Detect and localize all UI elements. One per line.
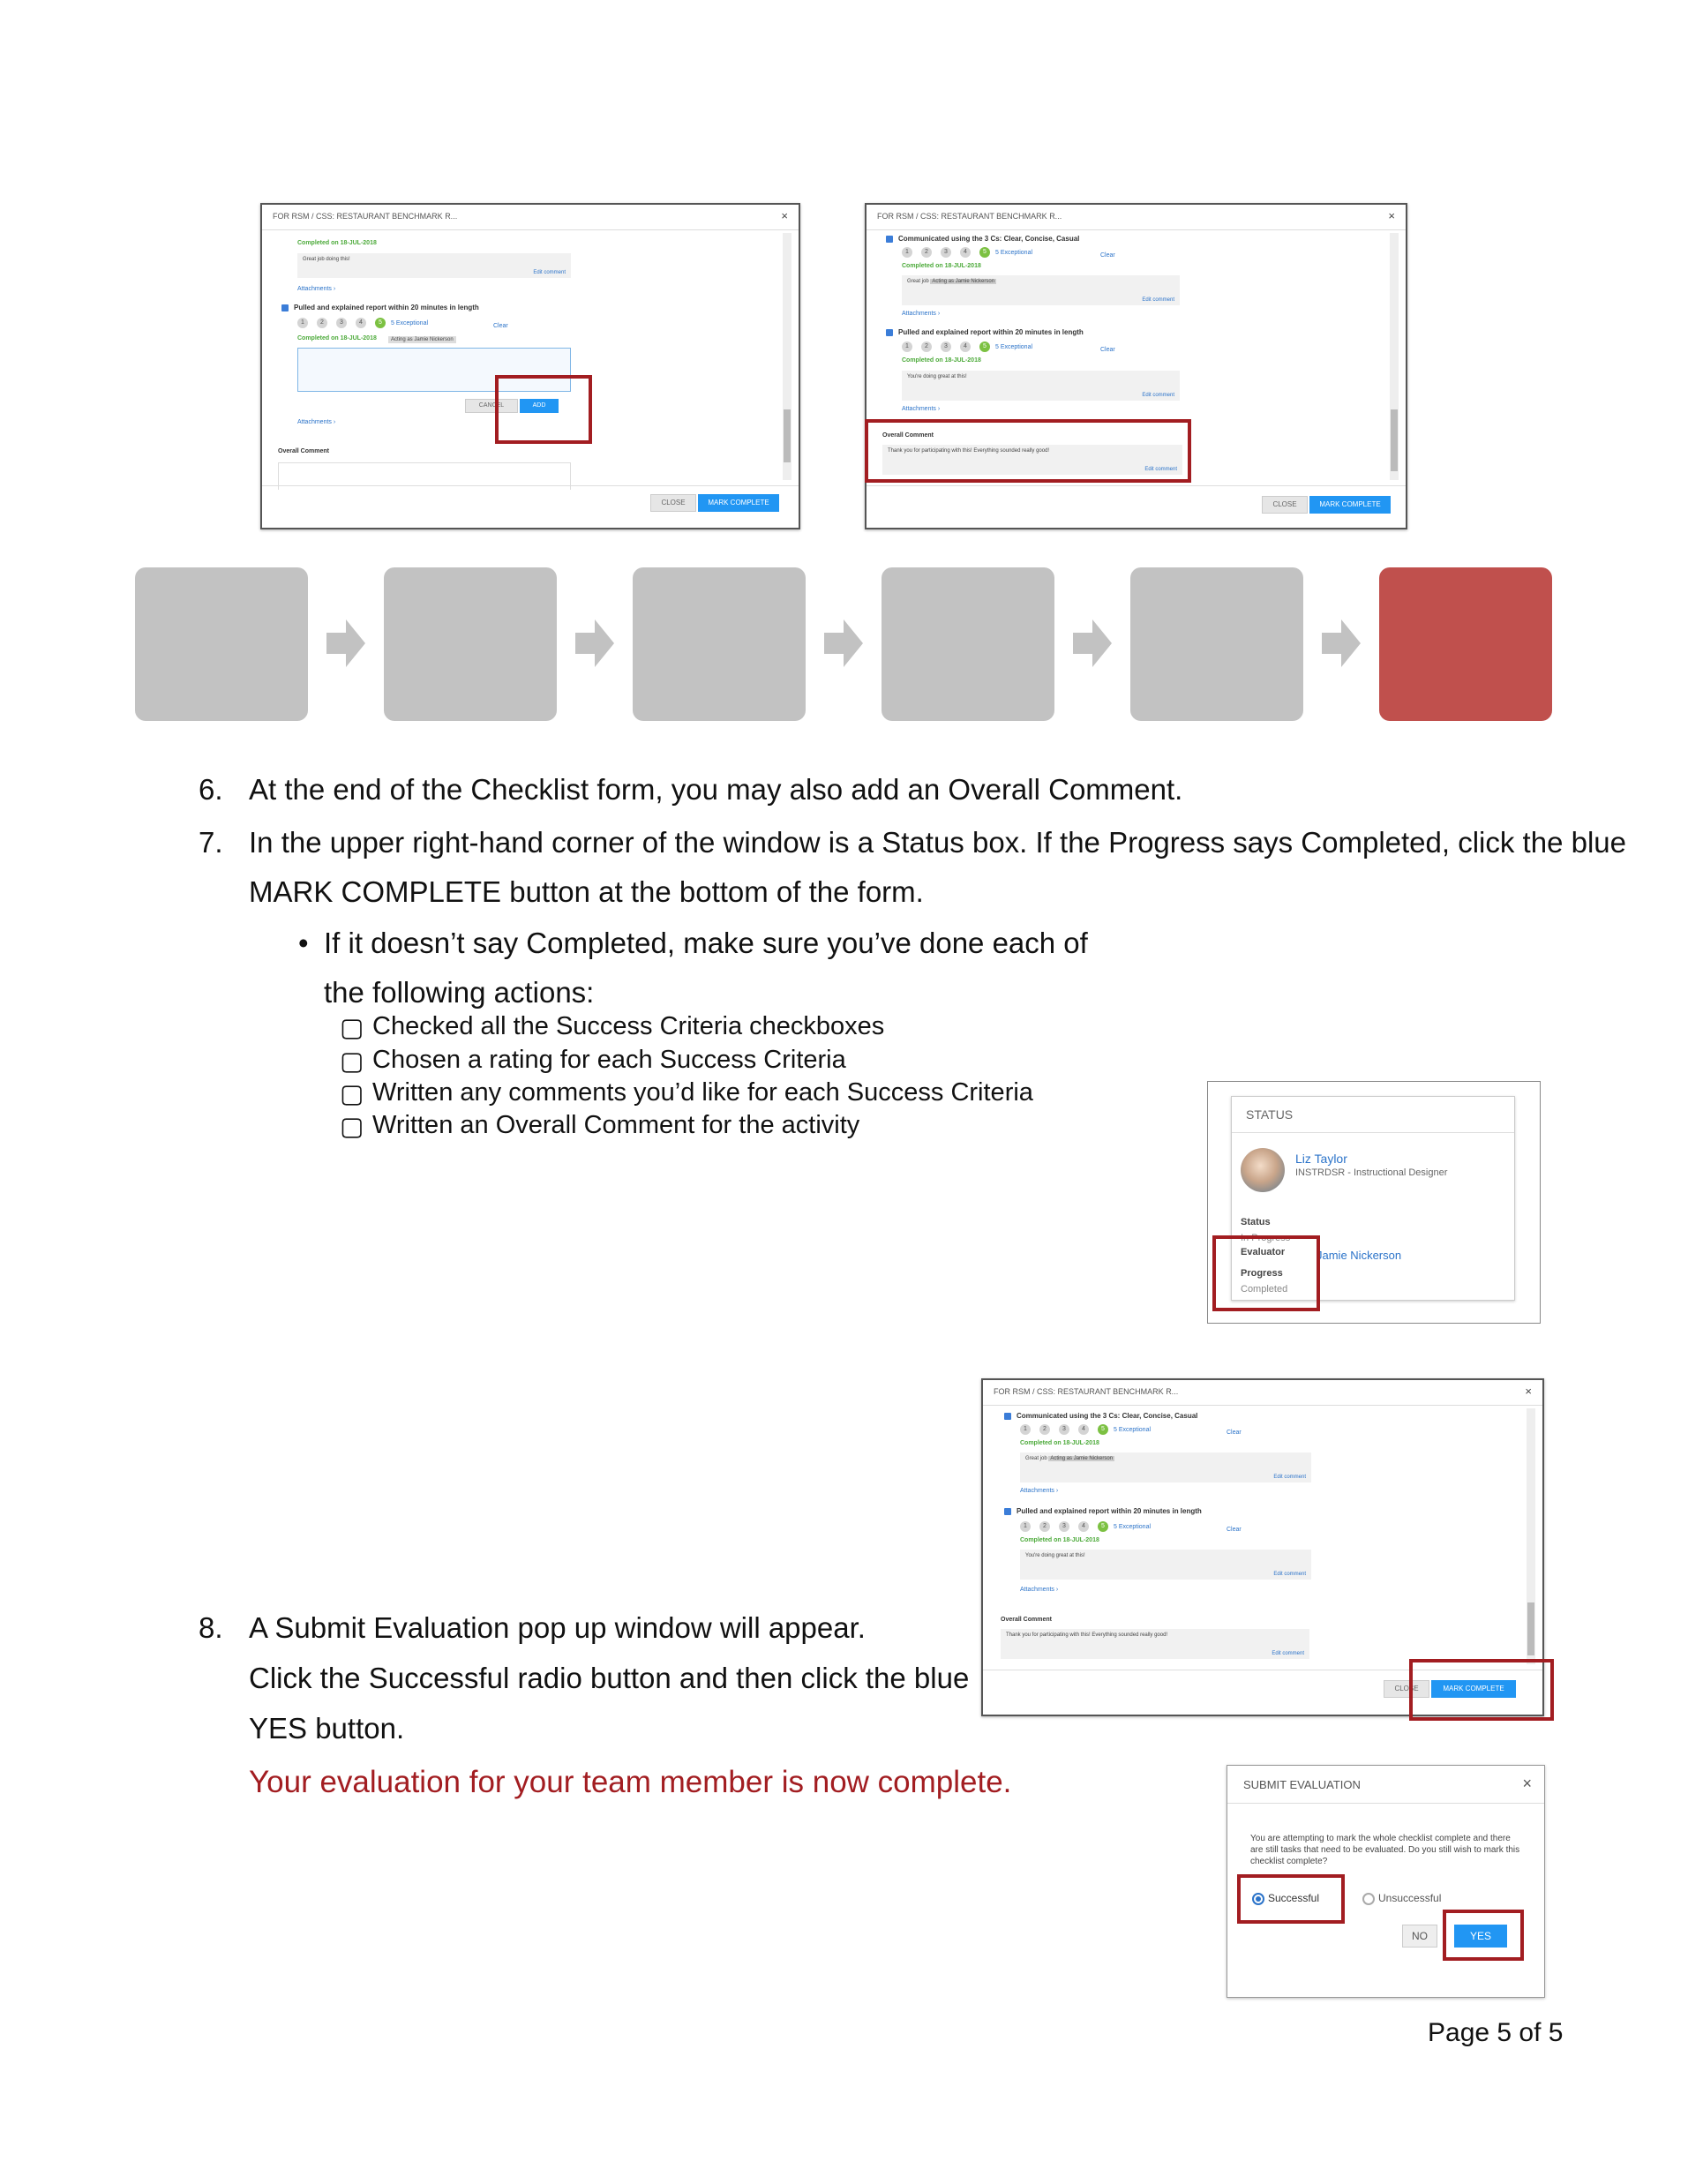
step-number: 7. [199,826,223,859]
attachments-link[interactable]: Attachments › [902,311,941,317]
rating-1[interactable]: 1 [902,247,912,258]
rating-3[interactable]: 3 [336,318,347,328]
overall-comment-heading: Overall Comment [278,448,329,454]
checkbox-icon[interactable] [1004,1413,1011,1420]
overall-comment-text: Thank you for participating with this! Everything sounded really good! [1006,1632,1168,1638]
evaluator-label: Evaluator [1241,1247,1286,1257]
checkbox-icon[interactable] [886,329,893,336]
step-8-text-cont: Click the Successful radio button and then click the blue [249,1662,970,1694]
completion-message: Your evaluation for your team member is now complete. [249,1765,1012,1799]
rating-5[interactable]: 5 [375,318,386,328]
criteria-row[interactable]: Communicated using the 3 Cs: Clear, Concise, Casual [886,235,1079,243]
edit-comment-link[interactable]: Edit comment [1142,297,1174,303]
checkbox-icon[interactable] [1004,1508,1011,1515]
bullet-text: If it doesn’t say Completed, make sure you’ve done each of [324,927,1088,959]
comment-box [1020,1550,1311,1580]
mark-complete-button[interactable]: MARK COMPLETE [1309,496,1391,514]
highlight-yes [1443,1910,1524,1961]
step-8-text-cont: YES button. [249,1712,405,1745]
progress-value: Completed [1241,1284,1288,1295]
rating-4[interactable]: 4 [1078,1521,1089,1532]
rating-selector[interactable] [1020,1424,1117,1435]
radio-icon[interactable] [1362,1893,1375,1905]
unsuccessful-radio[interactable]: Unsuccessful [1362,1892,1441,1905]
step-number: 6. [199,773,223,806]
edit-comment-link[interactable]: Edit comment [1142,393,1174,398]
edit-comment-link[interactable]: Edit comment [1273,1475,1306,1480]
arrow-right-icon [1073,619,1112,667]
rating-1[interactable]: 1 [1020,1521,1031,1532]
attachments-link[interactable]: Attachments › [1020,1587,1059,1593]
rating-selector[interactable] [1020,1521,1117,1532]
evaluator-value[interactable]: Jamie Nickerson [1317,1249,1402,1262]
close-button[interactable]: CLOSE [650,494,696,512]
rating-label: 5 Exceptional [995,250,1033,256]
add-button[interactable]: ADD [520,399,559,413]
checkbox-icon: ▢ [340,1047,364,1076]
progress-step-1 [135,567,308,721]
acting-as-tooltip: Acting as Jamie Nickerson [932,279,995,284]
comment-text: Great job [1025,1456,1047,1461]
criteria-row[interactable]: Communicated using the 3 Cs: Clear, Concise, Casual [1004,1412,1197,1420]
completed-date: Completed on 18-JUL-2018 [297,335,377,341]
user-role: INSTRDSR - Instructional Designer [1295,1167,1448,1178]
overall-comment-heading: Overall Comment [1001,1617,1052,1623]
status-label: Status [1241,1217,1271,1227]
checklist-window-add-comment [260,203,800,529]
overall-comment-heading: Overall Comment [882,432,934,439]
rating-3[interactable]: 3 [1059,1521,1069,1532]
rating-2[interactable]: 2 [1039,1424,1050,1435]
scrollbar[interactable] [1527,1408,1535,1664]
step-number: 8. [199,1611,223,1644]
rating-4[interactable]: 4 [356,318,366,328]
comment-box [902,275,1180,305]
completed-date: Completed on 18-JUL-2018 [1020,1537,1099,1543]
progress-step-3 [633,567,806,721]
close-icon[interactable]: × [1525,1385,1532,1398]
bullet-text-cont: the following actions: [324,976,595,1009]
close-button[interactable]: CLOSE [1384,1680,1429,1698]
comment-text: You're doing great at this! [907,374,967,379]
progress-step-6-active [1379,567,1552,721]
completed-date: Completed on 18-JUL-2018 [902,357,981,364]
yes-button[interactable]: YES [1454,1925,1507,1948]
window-title: FOR RSM / CSS: RESTAURANT BENCHMARK R... [877,212,1062,221]
rating-selector[interactable] [297,318,394,328]
arrow-right-icon [824,619,863,667]
cancel-button[interactable]: CANCEL [465,399,518,413]
checkbox-icon: ▢ [340,1080,364,1108]
user-name[interactable]: Liz Taylor [1295,1152,1347,1166]
rating-5[interactable]: 5 [1098,1521,1108,1532]
edit-comment-link[interactable]: Edit comment [1273,1572,1306,1577]
footer-divider [262,485,799,486]
rating-selector[interactable] [902,341,999,352]
acting-as-tooltip: Acting as Jamie Nickerson [388,336,456,343]
comment-text: Great job doing this! [303,257,350,262]
mark-complete-button[interactable]: MARK COMPLETE [698,494,779,512]
attachments-link[interactable]: Attachments › [297,419,336,425]
rating-1[interactable]: 1 [297,318,308,328]
criteria-row[interactable]: Pulled and explained report within 20 minutes in length [886,328,1084,336]
rating-selector[interactable] [902,247,999,258]
progress-step-4 [882,567,1054,721]
rating-4[interactable]: 4 [1078,1424,1089,1435]
checklist-item: Checked all the Success Criteria checkboxes [372,1012,885,1040]
progress-step-2 [384,567,557,721]
comment-box [297,253,571,278]
criteria-row[interactable]: Pulled and explained report within 20 minutes in length [1004,1507,1202,1515]
edit-comment-link[interactable]: Edit comment [533,270,566,275]
rating-label: 5 Exceptional [1114,1524,1152,1530]
arrow-right-icon [575,619,614,667]
checkbox-icon: ▢ [340,1113,364,1141]
close-icon[interactable]: × [781,209,788,222]
window-title: FOR RSM / CSS: RESTAURANT BENCHMARK R... [273,212,458,221]
arrow-right-icon [1322,619,1361,667]
checklist-item: Written any comments you’d like for each Success Criteria [372,1078,1033,1107]
clear-link[interactable]: Clear [1100,347,1115,353]
overall-comment-box [1001,1629,1309,1659]
rating-2[interactable]: 2 [317,318,327,328]
scrollbar[interactable] [783,233,791,480]
bullet-dot: • [298,927,309,959]
highlight-progress [1212,1235,1320,1311]
dialog-divider [1227,1803,1544,1804]
rating-2[interactable]: 2 [921,341,932,352]
edit-comment-link[interactable]: Edit comment [1144,467,1177,472]
rating-label: 5 Exceptional [1114,1427,1152,1433]
no-button[interactable]: NO [1402,1925,1437,1948]
completed-date: Completed on 18-JUL-2018 [902,263,981,269]
comment-box [1020,1452,1311,1482]
checklist-item: Chosen a rating for each Success Criteria [372,1046,846,1074]
rating-4[interactable]: 4 [960,247,971,258]
checkbox-icon[interactable] [281,304,289,311]
highlight-overall-comment [865,419,1191,483]
rating-5[interactable]: 5 [979,341,990,352]
close-button[interactable]: CLOSE [1262,496,1308,514]
attachments-link[interactable]: Attachments › [902,406,941,412]
edit-comment-link[interactable]: Edit comment [1272,1651,1304,1656]
progress-step-5 [1130,567,1303,721]
checkbox-icon: ▢ [340,1014,364,1042]
footer-divider [867,485,1406,486]
window-titlebar [983,1380,1542,1406]
dialog-message: You are attempting to mark the whole checklist complete and there are still tasks that need to be evaluated. Do you still wish to mark this checklist complete? [1250,1834,1520,1866]
checklist-item: Written an Overall Comment for the activity [372,1111,860,1139]
overall-comment-text: Thank you for participating with this! Everything sounded really good! [888,448,1050,454]
status-value: In Progress [1241,1233,1291,1243]
dialog-title: SUBMIT EVALUATION [1243,1778,1361,1791]
rating-label: 5 Exceptional [391,320,429,326]
criteria-row[interactable]: Pulled and explained report within 20 minutes in length [281,304,479,311]
rating-5[interactable]: 5 [979,247,990,258]
window-titlebar [867,205,1406,230]
clear-link[interactable]: Clear [1227,1430,1242,1436]
close-icon[interactable]: × [1388,209,1395,222]
step-8-text: A Submit Evaluation pop up window will appear. [249,1611,866,1644]
rating-1[interactable]: 1 [902,341,912,352]
scrollbar[interactable] [1390,233,1399,480]
rating-3[interactable]: 3 [941,341,951,352]
status-header: STATUS [1246,1107,1294,1122]
highlight-mark-complete [1409,1659,1554,1721]
attachments-link[interactable]: Attachments › [1020,1488,1059,1494]
window-title: FOR RSM / CSS: RESTAURANT BENCHMARK R... [994,1387,1179,1396]
progress-label: Progress [1241,1268,1283,1279]
highlight-add-button [495,375,592,444]
mark-complete-button[interactable]: MARK COMPLETE [1431,1680,1516,1698]
rating-1[interactable]: 1 [1020,1424,1031,1435]
rating-label: 5 Exceptional [995,344,1033,350]
step-6-text: At the end of the Checklist form, you may also add an Overall Comment. [249,773,1183,806]
window-titlebar [262,205,799,230]
completed-date: Completed on 18-JUL-2018 [1020,1440,1099,1446]
arrow-right-icon [326,619,365,667]
page-number: Page 5 of 5 [1428,2018,1564,2047]
clear-link[interactable]: Clear [1227,1527,1242,1533]
rating-5[interactable]: 5 [1098,1424,1108,1435]
highlight-successful [1237,1874,1345,1924]
comment-box [902,371,1180,401]
comment-text: Great job [907,279,929,284]
close-icon[interactable]: × [1522,1775,1532,1792]
step-7-text-cont: MARK COMPLETE button at the bottom of the form. [249,875,924,908]
avatar [1241,1148,1285,1192]
rating-3[interactable]: 3 [941,247,951,258]
attachments-link[interactable]: Attachments › [297,286,336,292]
step-7-text: In the upper right-hand corner of the window is a Status box. If the Progress says Completed, click the blue [249,826,1626,859]
clear-link[interactable]: Clear [493,323,508,329]
rating-2[interactable]: 2 [921,247,932,258]
rating-4[interactable]: 4 [960,341,971,352]
checkbox-icon[interactable] [886,236,893,243]
clear-link[interactable]: Clear [1100,252,1115,259]
acting-as-tooltip: Acting as Jamie Nickerson [1050,1456,1114,1461]
header-divider [1232,1132,1514,1133]
rating-2[interactable]: 2 [1039,1521,1050,1532]
comment-text: You're doing great at this! [1025,1553,1085,1558]
completed-date: Completed on 18-JUL-2018 [297,240,377,246]
successful-radio[interactable]: Successful [1252,1892,1319,1905]
rating-3[interactable]: 3 [1059,1424,1069,1435]
